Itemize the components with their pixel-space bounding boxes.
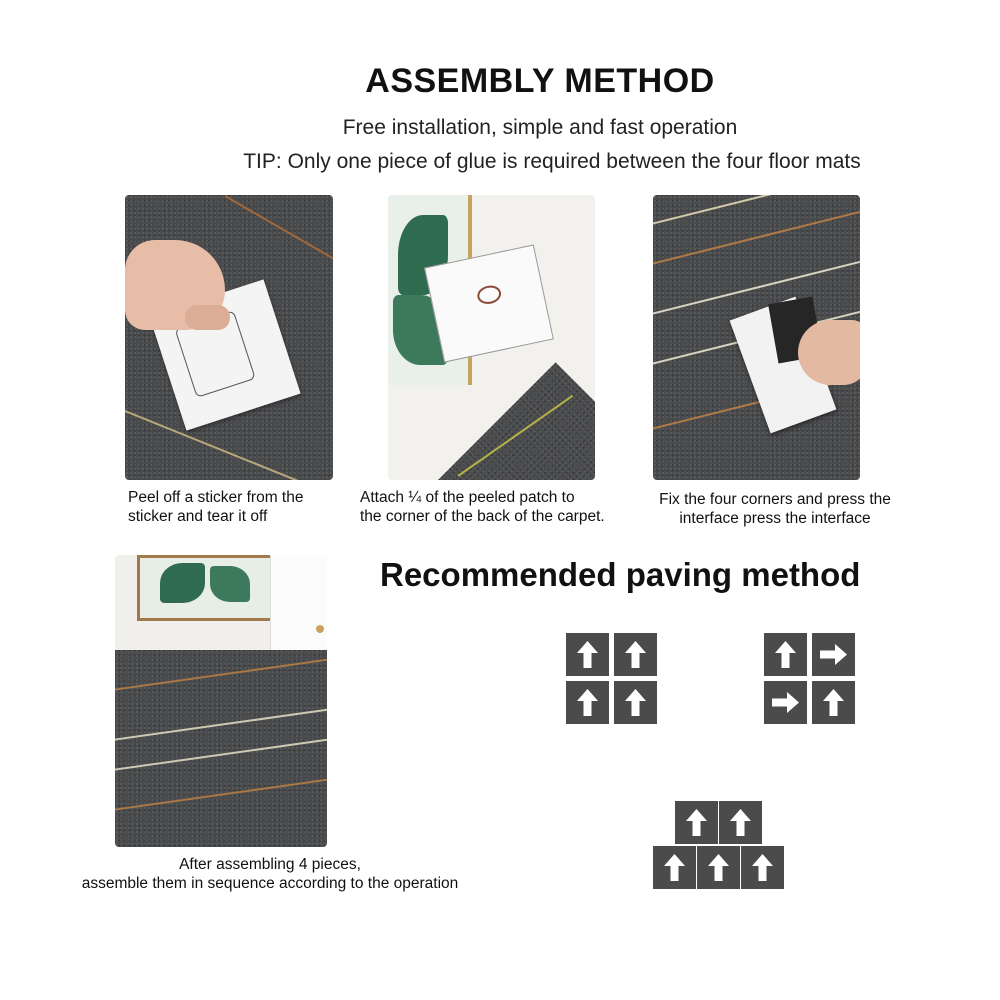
paving-tile-up-arrow-icon: [741, 846, 784, 889]
paving-tile-up-arrow-icon: [719, 801, 762, 844]
hand-image: [798, 320, 860, 385]
paving-tile-up-arrow-icon: [566, 681, 609, 724]
tip-text: TIP: Only one piece of glue is required between the four floor mats: [243, 150, 861, 173]
step2-photo: [388, 195, 595, 480]
page-title: ASSEMBLY METHOD: [365, 62, 715, 100]
step4-caption: After assembling 4 pieces, assemble them in sequence according to the operation: [81, 856, 459, 892]
step3-caption: Fix the four corners and press the interface press the interface: [659, 491, 891, 527]
paving-tile-up-arrow-icon: [697, 846, 740, 889]
paving-tile-up-arrow-icon: [566, 633, 609, 676]
wall-art-frame: [137, 555, 273, 621]
step1-photo: [125, 195, 333, 480]
paving-tile-up-arrow-icon: [812, 681, 855, 724]
paving-tile-right-arrow-icon: [812, 633, 855, 676]
dresser: [270, 555, 327, 655]
step3-photo: [653, 195, 860, 480]
paving-tile-up-arrow-icon: [764, 633, 807, 676]
paving-tile-up-arrow-icon: [614, 633, 657, 676]
carpet-floor: [115, 650, 327, 847]
paving-title: Recommended paving method: [380, 556, 861, 593]
paving-tile-up-arrow-icon: [614, 681, 657, 724]
step4-photo: [115, 555, 327, 847]
paving-tile-up-arrow-icon: [653, 846, 696, 889]
step1-caption: Peel off a sticker from the sticker and tear it off: [128, 489, 304, 525]
paving-tile-right-arrow-icon: [764, 681, 807, 724]
step2-caption: Attach ¼ of the peeled patch to the corner of the back of the carpet.: [360, 489, 605, 525]
paving-tile-up-arrow-icon: [675, 801, 718, 844]
subtitle: Free installation, simple and fast operation: [342, 116, 738, 139]
